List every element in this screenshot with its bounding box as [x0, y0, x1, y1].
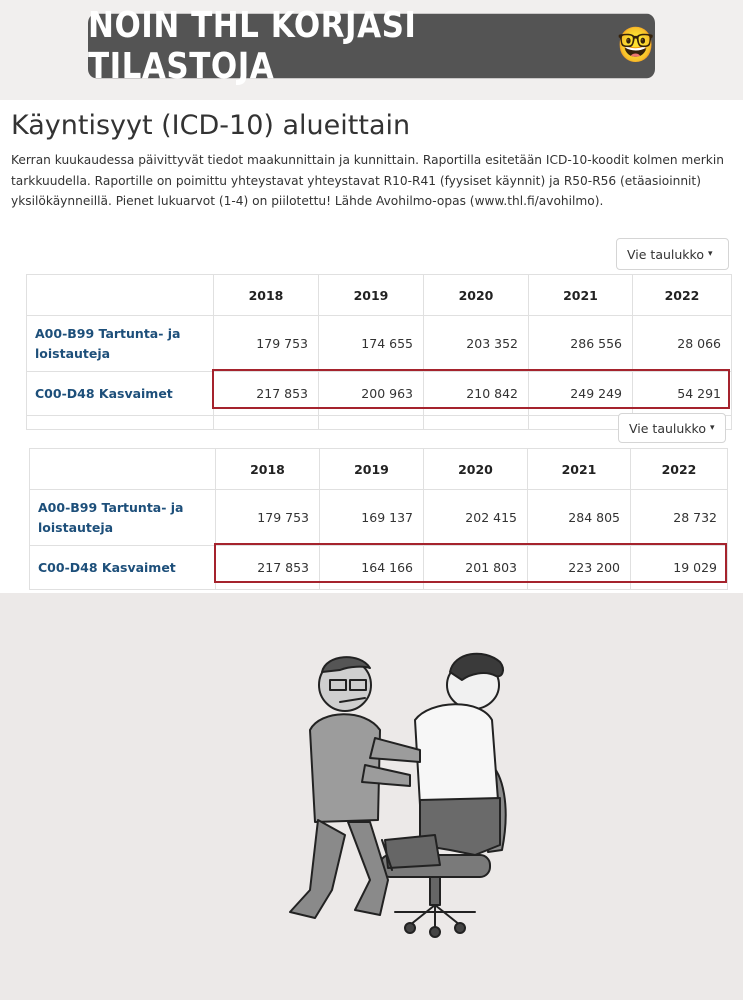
- table-header-row: [27, 275, 732, 316]
- table-cell: 286 556: [529, 316, 633, 372]
- table-cell: 164 166: [320, 546, 424, 590]
- year-header: 2019: [320, 449, 424, 490]
- table-cell: 169 137: [320, 490, 424, 546]
- report-screenshot: [0, 100, 743, 593]
- export-button-label: Vie taulukko: [629, 420, 706, 436]
- row-label-link[interactable]: C00-D48 Kasvaimet: [30, 546, 216, 590]
- row-label-link[interactable]: A00-B99 Tartunta- ja loistauteja: [27, 316, 214, 372]
- pushing-man-figure: [290, 657, 420, 918]
- export-table-button[interactable]: [616, 238, 729, 270]
- table-cell: 54 291: [633, 372, 732, 416]
- table-header-row: [30, 449, 728, 490]
- row-label-link[interactable]: A00-B99 Tartunta- ja loistauteja: [30, 490, 216, 546]
- year-header: 2018: [214, 275, 319, 316]
- kneeling-man-figure: [382, 654, 503, 870]
- table-cell: 217 853: [216, 546, 320, 590]
- page-description: Kerran kuukaudessa päivittyvät tiedot maakunnittain ja kunnittain. Raportilla esitetään ICD-10-koodit kolmen merkin tarkkuudella. Raportille on poimittu yhteystavat yhteystavat R10-R41 (fyysiset käynnit) ja R50-R56 (etäasioinnit) yksilökäynneillä. Pienet lukuarvot (1-4) on piilotettu! Lähde Avohilmo-opas (www.thl.fi/avohilmo).: [11, 153, 724, 208]
- caret-down-icon: ▾: [709, 423, 715, 433]
- year-header: 2019: [319, 275, 424, 316]
- table-cell: 217 853: [214, 372, 319, 416]
- data-table-before: [26, 274, 732, 430]
- year-header: 2021: [529, 275, 633, 316]
- table-cell: 179 753: [216, 490, 320, 546]
- row-label-link[interactable]: C00-D48 Kasvaimet: [27, 372, 214, 416]
- caption-banner: [88, 4, 655, 88]
- table-cell: 202 415: [424, 490, 528, 546]
- cartoon-illustration: [270, 640, 540, 940]
- year-header: 2022: [631, 449, 728, 490]
- year-header: 2022: [633, 275, 732, 316]
- header-empty-cell: [27, 275, 214, 316]
- year-header: 2020: [424, 449, 528, 490]
- table-row: [30, 546, 728, 590]
- table-cell: 200 963: [319, 372, 424, 416]
- table-cell: 28 066: [633, 316, 732, 372]
- page-title: Käyntisyyt (ICD-10) alueittain: [11, 110, 411, 141]
- table-cell: 284 805: [528, 490, 631, 546]
- year-header: 2021: [528, 449, 631, 490]
- table-cell: 201 803: [424, 546, 528, 590]
- export-table-button[interactable]: [618, 413, 726, 443]
- caret-down-icon: ▾: [707, 249, 713, 259]
- table-row: [30, 490, 728, 546]
- table-cell: 210 842: [424, 372, 529, 416]
- table-cell: 223 200: [528, 546, 631, 590]
- table-cell: 249 249: [529, 372, 633, 416]
- header-empty-cell: [30, 449, 216, 490]
- table-cell: 174 655: [319, 316, 424, 372]
- caption-text: NOIN THL KORJASI TILASTOJA: [88, 4, 417, 88]
- table-row: [27, 372, 732, 416]
- table-row: [27, 316, 732, 372]
- table-cell: 179 753: [214, 316, 319, 372]
- table-cell: 203 352: [424, 316, 529, 372]
- year-header: 2018: [216, 449, 320, 490]
- export-button-label: Vie taulukko: [627, 246, 704, 262]
- nerd-face-emoji-icon: 🤓: [617, 25, 655, 66]
- table-cell: 19 029: [631, 546, 728, 590]
- table-cell: 28 732: [631, 490, 728, 546]
- data-table-after: [29, 448, 728, 590]
- year-header: 2020: [424, 275, 529, 316]
